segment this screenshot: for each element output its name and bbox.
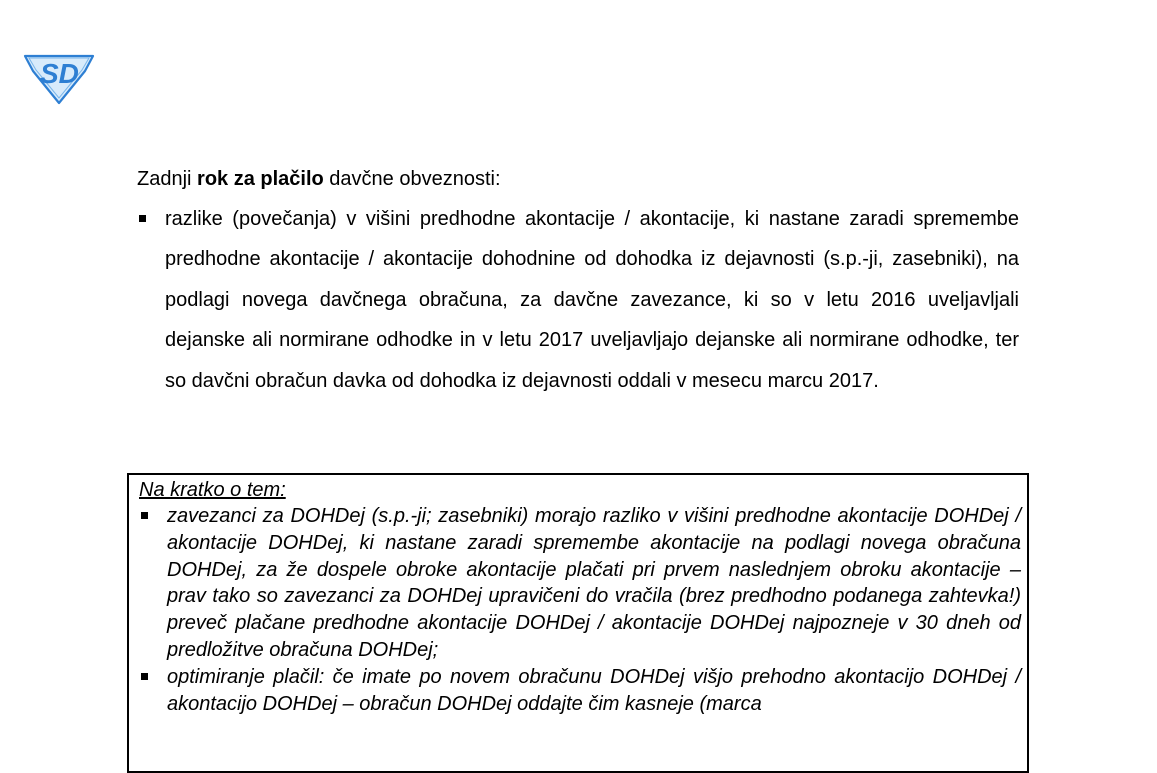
deadline-list <box>137 199 1019 401</box>
bullet-square-icon <box>141 673 148 680</box>
list-item <box>139 503 1021 664</box>
sd-shield-logo-icon <box>22 47 96 105</box>
logo-text: SD <box>40 58 79 89</box>
bullet-square-icon <box>141 512 148 519</box>
summary-list <box>139 503 1021 717</box>
list-item-text: razlike (povečanja) v višini predhodne akontacije / akontacije, ki nastane zaradi spremembe predhodne akontacije / akontacije dohodnine od dohodka iz dejavnosti (s.p.-ji, zasebniki), na podlagi novega davčnega obračuna, za davčne zavezance, ki so v letu 2016 uveljavljali dejanske ali normirane odhodke in v letu 2017 uveljavljajo dejanske ali normirane odhodke, ter so davčni obračun davka od dohodka iz dejavnosti oddali v mesecu marcu 2017. <box>165 208 1019 392</box>
intro-bold: rok za plačilo <box>197 168 324 190</box>
intro-suffix: davčne obveznosti: <box>323 168 501 190</box>
company-logo <box>22 47 96 105</box>
list-item-text: optimiranje plačil: če imate po novem obračunu DOHDej višjo prehodno akontacijo DOHDej / akontacijo DOHDej – obračun DOHDej oddajte čim kasneje (marca <box>167 665 1021 715</box>
bullet-square-icon <box>139 215 146 222</box>
intro-prefix: Zadnji <box>137 168 198 190</box>
list-item <box>137 199 1019 401</box>
list-item-text: zavezanci za DOHDej (s.p.-ji; zasebniki) morajo razliko v višini predhodne akontacije DOHDej / akontacije DOHDej, ki nastane zaradi spremembe akontacije na podlagi novega obračuna DOHDej, za že dospele obroke akontacije plačati pri prvem naslednjem obroku akontacije – prav tako so zavezanci za DOHDej upravičeni do vračila (brez predhodno podanega zahtevka!) preveč plačane predhodne akontacije DOHDej / akontacije DOHDej najpozneje v 30 dneh od predložitve obračuna DOHDej; <box>167 505 1021 661</box>
intro-line <box>137 166 501 192</box>
list-item <box>139 664 1021 718</box>
summary-box-title: Na kratko o tem: <box>139 479 286 501</box>
summary-box <box>127 473 1029 773</box>
